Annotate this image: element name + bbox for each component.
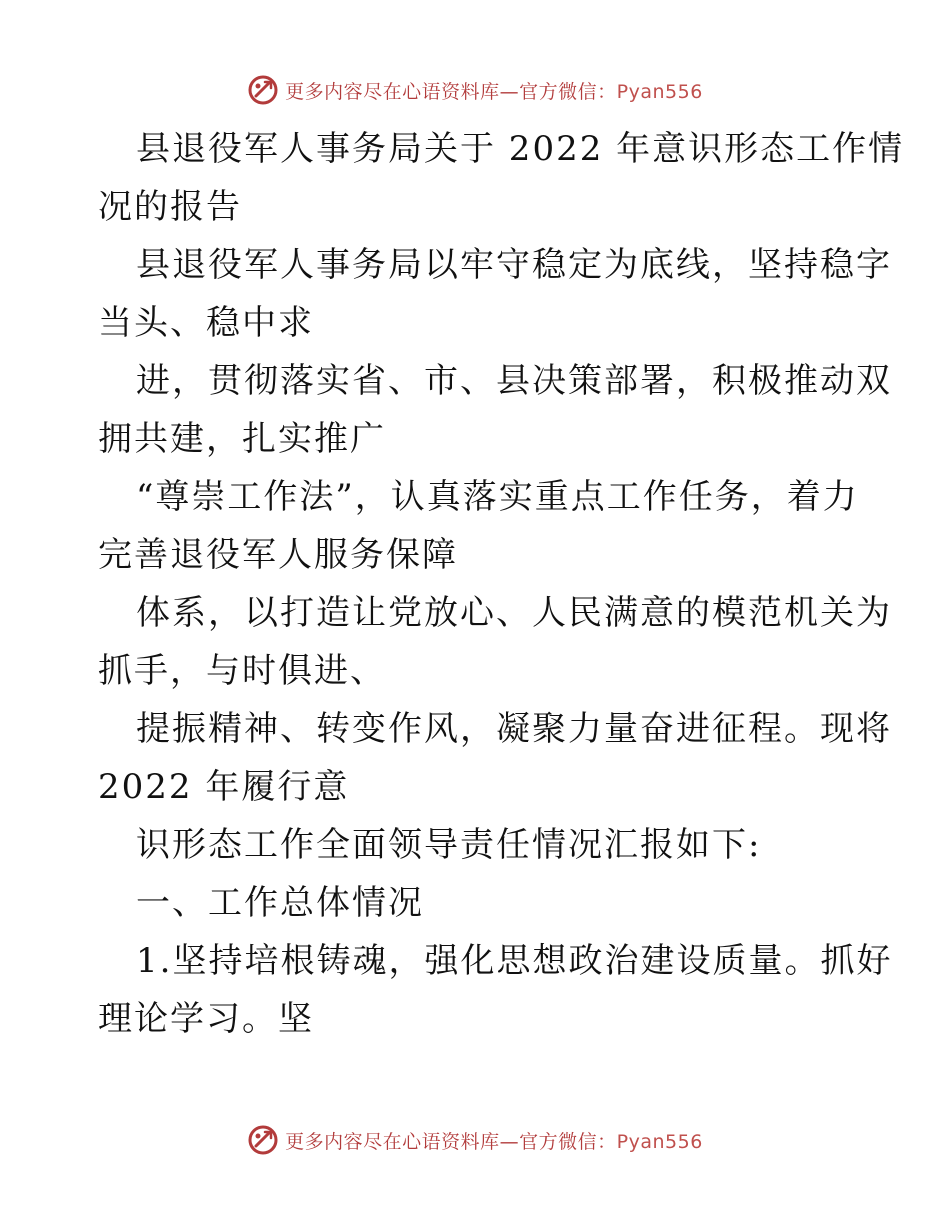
brand-logo-icon	[247, 1124, 279, 1156]
document-line: 况的报告	[98, 187, 242, 227]
document-line: “尊崇工作法”，认真落实重点工作任务，着力	[136, 477, 859, 517]
document-line: 县退役军人事务局以牢守稳定为底线，坚持稳字	[136, 245, 892, 285]
watermark-header	[0, 70, 950, 110]
watermark-account: Pyan556	[616, 80, 703, 103]
document-line: 当头、稳中求	[98, 303, 314, 343]
document-line: 拥共建，扎实推广	[98, 419, 386, 459]
brand-logo-icon	[247, 74, 279, 106]
document-line: 提振精神、转变作风，凝聚力量奋进征程。现将	[136, 709, 892, 749]
watermark-text: 更多内容尽在心语资料库—官方微信：Pyan556	[285, 80, 703, 103]
document-line: 体系，以打造让党放心、人民满意的模范机关为	[136, 593, 892, 633]
document-line: 县退役军人事务局关于 2022 年意识形态工作情	[136, 129, 905, 169]
watermark-footer	[0, 1120, 950, 1160]
document-line: 一、工作总体情况	[136, 883, 424, 923]
document-line: 2022 年履行意	[98, 767, 350, 807]
document-body	[98, 120, 905, 1048]
document-line: 进，贯彻落实省、市、县决策部署，积极推动双	[136, 361, 892, 401]
document-line: 识形态工作全面领导责任情况汇报如下:	[136, 825, 762, 865]
document-line: 抓手，与时俱进、	[98, 651, 386, 691]
document-line: 1.坚持培根铸魂，强化思想政治建设质量。抓好	[136, 941, 893, 981]
watermark-text: 更多内容尽在心语资料库—官方微信：Pyan556	[285, 1130, 703, 1153]
document-line: 完善退役军人服务保障	[98, 535, 458, 575]
document-line: 理论学习。坚	[98, 999, 314, 1039]
watermark-account: Pyan556	[616, 1130, 703, 1153]
